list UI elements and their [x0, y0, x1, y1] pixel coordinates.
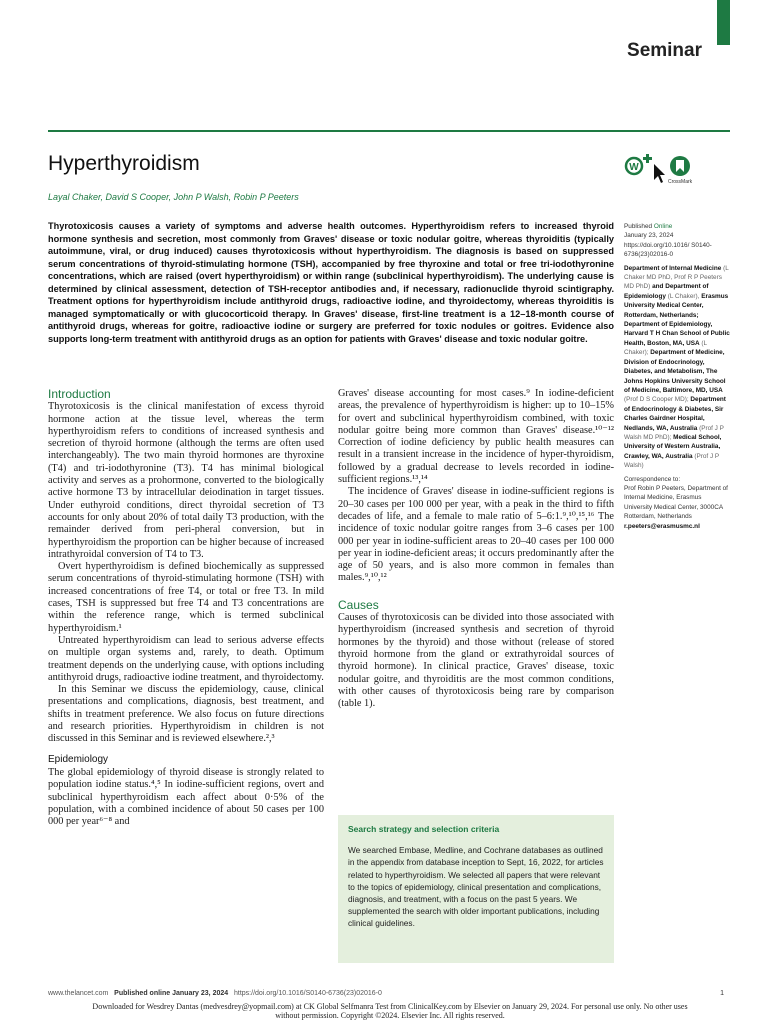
affiliation-name: and Department of Epidemiology — [624, 283, 709, 300]
body-column-left — [48, 388, 324, 828]
download-notice: Downloaded for Wesdrey Dantas (medvesdrey@yopmail.com) at CK Global Selfmanra Test from ClinicalKey.com by Elsevier on January 29, 2024. For personal use only. No other uses without permission. Copyright ©2024. Elsevier Inc. All rights reserved. — [92, 1002, 688, 1020]
epidemiology-heading: Epidemiology — [48, 753, 109, 765]
paragraph: Thyrotoxicosis is the clinical manifestation of excess thyroid hormone action at the tissue level, whereas the term hyperthyroidism refers to conditions of increased synthesis and secretion of thyroid hormone (although the terms are often used interchangeably). The two main thyroid hormones are thyroxine (T4) and tri-iodothyronine (T3). T4 has minimal biological activity and serves as a prohormone, converted to the biologically active hormone T3 by intracellular deiodination in target tissues. Under euthyroid conditions, direct thyroidal secretion of T3 accounts for only about 20% of total daily T3 production, with the remainder derived from peri-pheral conversion, but in hyperthyroidism the proportion can be higher because of increased intrathyroidal conversion of T4 to T3. — [48, 401, 324, 560]
paragraph: The global epidemiology of thyroid disease is strongly related to population iodine status.⁴,⁵ In iodine-sufficient regions, overt and subclinical hyperthyroidism each affect about 0·5% of the population, with a combined incidence of about 50 cases per 100 000 per year⁶⁻⁸ and — [48, 766, 324, 828]
affiliation-authors: (L Chaker MD PhD, Prof R P Peeters MD PhD) — [624, 264, 729, 291]
affiliation-name: Department of Medicine, Division of Endocrinology, Diabetes, and Metabolism, The Johns Hopkins University School of Medicine, Baltimore, MD, USA — [624, 349, 726, 394]
sidebar — [624, 222, 730, 535]
correspondence-email[interactable]: r.peeters@erasmusmc.nl — [624, 522, 700, 530]
header-rule — [48, 130, 730, 132]
footer-published: Published online January 23, 2024 — [114, 990, 229, 997]
affiliation-name: Erasmus University Medical Center, Rotterdam, Netherlands; Department of Epidemiology, Harvard T H Chan School of Public Health, Boston, MA, USA — [624, 292, 730, 347]
article-authors: Layal Chaker, David S Cooper, John P Walsh, Robin P Peeters — [48, 192, 299, 202]
crossmark-label: CrossMark — [668, 179, 693, 185]
causes-heading: Causes — [338, 597, 379, 612]
introduction-heading: Introduction — [48, 387, 111, 401]
affiliation-name: Medical School, University of Western Australia, Crawley, WA, Australia — [624, 433, 722, 460]
affiliation-authors: (L Chaker), — [667, 292, 700, 300]
search-strategy-body: We searched Embase, Medline, and Cochrane databases as outlined in the appendix from database inception to Sept, 16, 2022, for articles related to hyperthyroidism. We selected all papers that were relevant to the topics of epidemiology, clinical presentation and complications, diagnosis, and treatment, with a focus on the past 5 years. We supplemented the search with older important publications, including clinical guidelines. — [348, 845, 604, 929]
correspondence — [624, 475, 730, 531]
paragraph: Untreated hyperthyroidism can lead to serious adverse effects on multiple organ systems and, rarely, to death. Optimum treatment depends on the underlying cause, with options including antithyroid drugs, radioactive iodine treatment, and thyroidectomy. — [48, 634, 324, 683]
affiliation-authors: (Prof J P Walsh) — [624, 452, 720, 470]
section-color-tab — [717, 0, 730, 45]
article-title: Hyperthyroidism — [48, 152, 200, 175]
paragraph: Graves' disease accounting for most cases.⁹ In iodine-deficient areas, the prevalence of hyperthyroidism is higher: up to 10–15% for overt and subclinical hyperthyroidism combined, with toxic nodular goitre being more common than Graves' disease.¹⁰⁻¹² Correction of iodine deficiency by public health measures can result in a transient increase in the incidence of hyper-thyroidism, followed by a gradual decrease to levels recorded in iodine-sufficient regions.¹³,¹⁴ — [338, 388, 614, 486]
search-strategy-panel — [338, 815, 614, 963]
correspondence-label: Correspondence to: — [624, 475, 681, 483]
section-label: Seminar — [627, 40, 702, 61]
affiliation-authors: (L Chaker); — [624, 339, 707, 357]
correspondence-body: Prof Robin P Peeters, Department of Internal Medicine, Erasmus University Medical Center, 3000CA Rotterdam, Netherlands — [624, 484, 728, 521]
svg-text:W: W — [629, 162, 639, 173]
page-number: 1 — [720, 990, 724, 997]
affiliations — [624, 264, 730, 471]
sidebar-doi[interactable]: https://doi.org/10.1016/ S0140-6736(23)02016-0 — [624, 241, 712, 259]
affiliation-authors: (Prof J P Walsh MD PhD); — [624, 424, 724, 441]
published-info — [624, 222, 730, 260]
search-strategy-heading: Search strategy and selection criteria — [348, 824, 500, 834]
published-date: January 23, 2024 — [624, 232, 674, 240]
paragraph: In this Seminar we discuss the epidemiology, cause, clinical presentations and complications, diagnosis, best treatment, and shifts in treatment preference. We also focus on future directions and research priorities. Hyperthyroidism in children is not discussed in this Seminar and is reviewed elsewhere.²,³ — [48, 684, 324, 745]
affiliation-name: Department of Endocrinology & Diabetes, Sir Charles Gairdner Hospital, Nedlands, WA, Australia — [624, 396, 726, 432]
published-prefix: Published — [624, 223, 653, 230]
footer-site-link[interactable]: www.thelancet.com — [48, 990, 109, 997]
spacer — [338, 585, 614, 599]
published-online-link[interactable]: Online — [653, 223, 673, 230]
article-badges — [624, 152, 704, 188]
paragraph: The incidence of Graves' disease in iodine-sufficient regions is 20–30 cases per 100 000 per year, with a peak in the third to fifth decades of life, and a female to male ratio of 5–6:1.⁹,¹⁰,¹⁵,¹⁶ The incidence of toxic nodular goitre ranges from 3–6 cases per 100 000 per year in iodine-sufficient areas to 20–40 cases per 100 000 per year in iodine-deficient areas; it occurs predominantly after the age of 50 years, and is also more common in females than males.⁹,¹⁰,¹² — [338, 486, 614, 584]
footer-doi-link[interactable]: https://doi.org/10.1016/S0140-6736(23)02016-0 — [234, 990, 382, 997]
affiliation-name: Department of Internal Medicine — [624, 264, 722, 272]
page-footer — [48, 990, 730, 997]
paragraph: Overt hyperthyroidism is defined biochemically as suppressed serum concentrations of thyroid-stimulating hormone (TSH) with increased concentrations of free T4, or total or free T3. In mild cases, TSH is suppressed but free T4 and T3 concentrations are within the reference range, which is termed subclinical hyperthyroidism.¹ — [48, 561, 324, 634]
paragraph: Causes of thyrotoxicosis can be divided into those associated with hyperthyroidism (increased synthesis and secretion of thyroid hormones by the thyroid) and those without (release of stored thyroid hormone from the gland or extrathyroidal sources of thyroid hormone). In clinical practice, Graves' disease, toxic nodular goitre, and thyroiditis are the most common conditions, with other causes of thyrotoxicosis being rare by comparison (table 1). — [338, 612, 614, 710]
abstract: Thyrotoxicosis causes a variety of symptoms and adverse health outcomes. Hyperthyroidism refers to increased thyroid hormone synthesis and secretion, most commonly from Graves' disease or toxic nodular goitre, whereas thyroiditis (typically autoimmune, viral, or drug induced) causes thyrotoxicosis without hyperthyroidism. The diagnosis is based on suppressed serum concentrations of thyroid-stimulating hormone (TSH), accompanied by free thyroxine and total or free tri-iodothyronine concentrations, which are raised (overt hyperthyroidism) or within range (subclinical hyperthyroidism). The underlying cause is determined by clinical assessment, detection of TSH-receptor antibodies and, if necessary, radionuclide thyroid scintigraphy. Treatment options for hyperthyroidism include antithyroid drugs, radioactive iodine, and thyroidectomy, whereas thyroiditis is managed symptomatically or with glucocorticoid therapy. In Graves' disease, first-line treatment is a 12–18-month course of antithyroid drugs, whereas for goitre, radioactive iodine or surgery are preferred for toxic nodules or goitres. Evidence also supports long-term treatment with antithyroid drugs as an option for patients with Graves' disease and toxic nodular goitre. — [48, 221, 614, 344]
body-column-right — [338, 388, 614, 710]
affiliation-authors: (Prof D S Cooper MD); — [624, 396, 689, 404]
